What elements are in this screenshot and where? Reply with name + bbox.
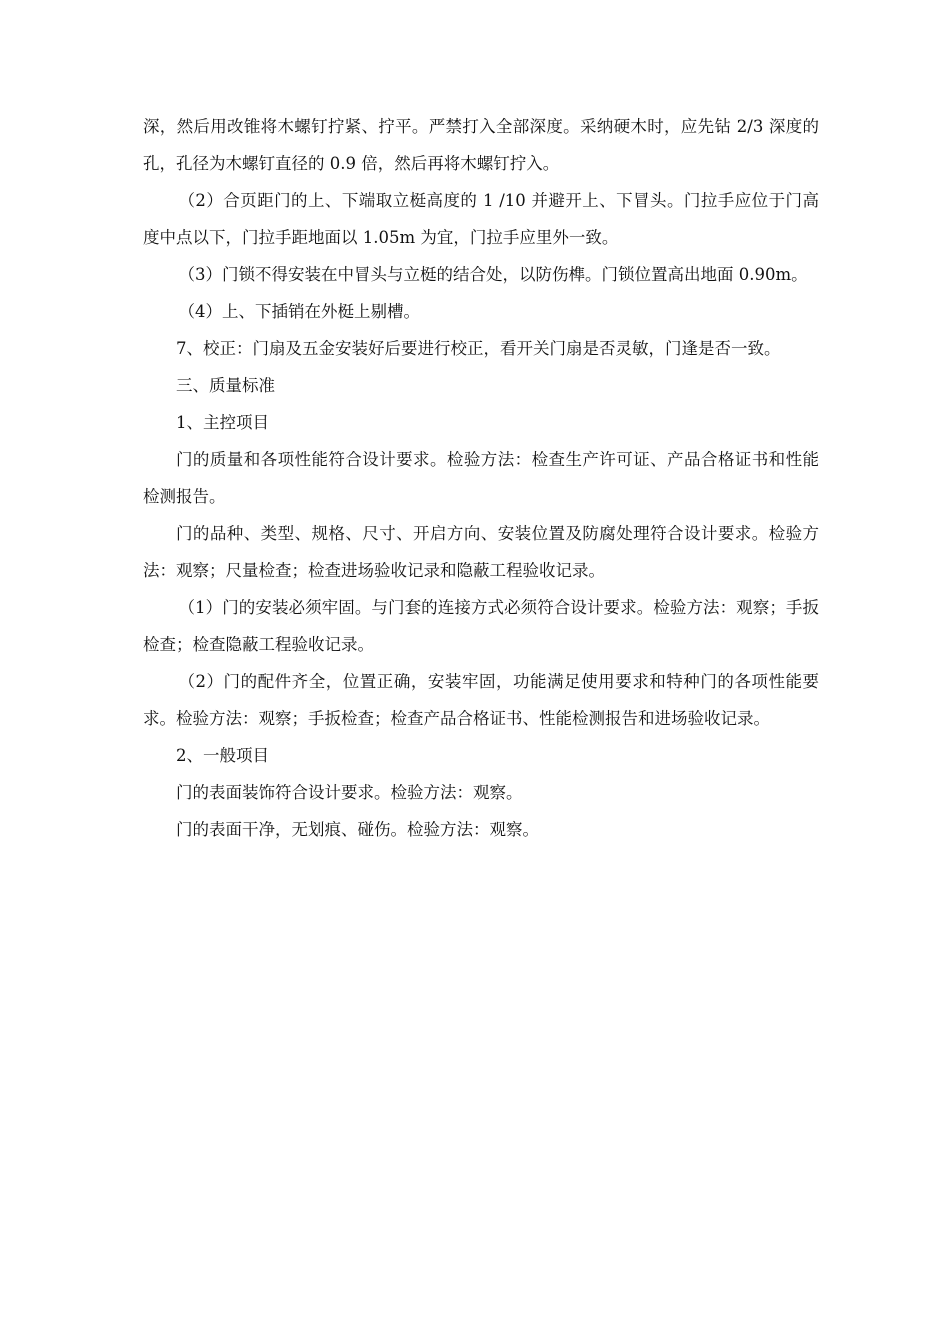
paragraph-continuation: 深，然后用改锥将木螺钉拧紧、拧平。严禁打入全部深度。采纳硬木时，应先钻 2/3 深度的孔，孔径为木螺钉直径的 0.9 倍，然后再将木螺钉拧入。 — [143, 117, 819, 173]
paragraph-surface-clean: 门的表面干净，无划痕、碰伤。检验方法：观察。 — [176, 820, 539, 839]
paragraph-fittings: （2）门的配件齐全，位置正确，安装牢固，功能满足使用要求和特种门的各项性能要求。检验方法：观察；手扳检查；检查产品合格证书、性能检测报告和进场验收记录。 — [143, 672, 819, 728]
section-heading-quality: 三、质量标准 — [176, 376, 275, 395]
paragraph-surface-decoration: 门的表面装饰符合设计要求。检验方法：观察。 — [176, 783, 523, 802]
document-page — [143, 108, 819, 848]
paragraph-install-firm: （1）门的安装必须牢固。与门套的连接方式必须符合设计要求。检验方法：观察；手扳检查；检查隐蔽工程验收记录。 — [143, 598, 819, 654]
paragraph-item-4: （4）上、下插销在外梃上剔槽。 — [178, 302, 420, 321]
paragraph-variety-specs: 门的品种、类型、规格、尺寸、开启方向、安装位置及防腐处理符合设计要求。检验方法：观察；尺量检查；检查进场验收记录和隐蔽工程验收记录。 — [143, 524, 819, 580]
paragraph-item-3: （3）门锁不得安装在中冒头与立梃的结合处，以防伤榫。门锁位置高出地面 0.90m。 — [178, 265, 808, 284]
paragraph-step-7: 7、校正：门扇及五金安装好后要进行校正，看开关门扇是否灵敏，门逢是否一致。 — [176, 339, 781, 358]
paragraph-item-2: （2）合页距门的上、下端取立梃高度的 1 /10 并避开上、下冒头。门拉手应位于门高度中点以下，门拉手距地面以 1.05m 为宜，门拉手应里外一致。 — [143, 191, 819, 247]
subheading-general-items: 2、一般项目 — [176, 746, 269, 765]
paragraph-quality-performance: 门的质量和各项性能符合设计要求。检验方法：检查生产许可证、产品合格证书和性能检测报告。 — [143, 450, 819, 506]
subheading-main-items: 1、主控项目 — [176, 413, 269, 432]
